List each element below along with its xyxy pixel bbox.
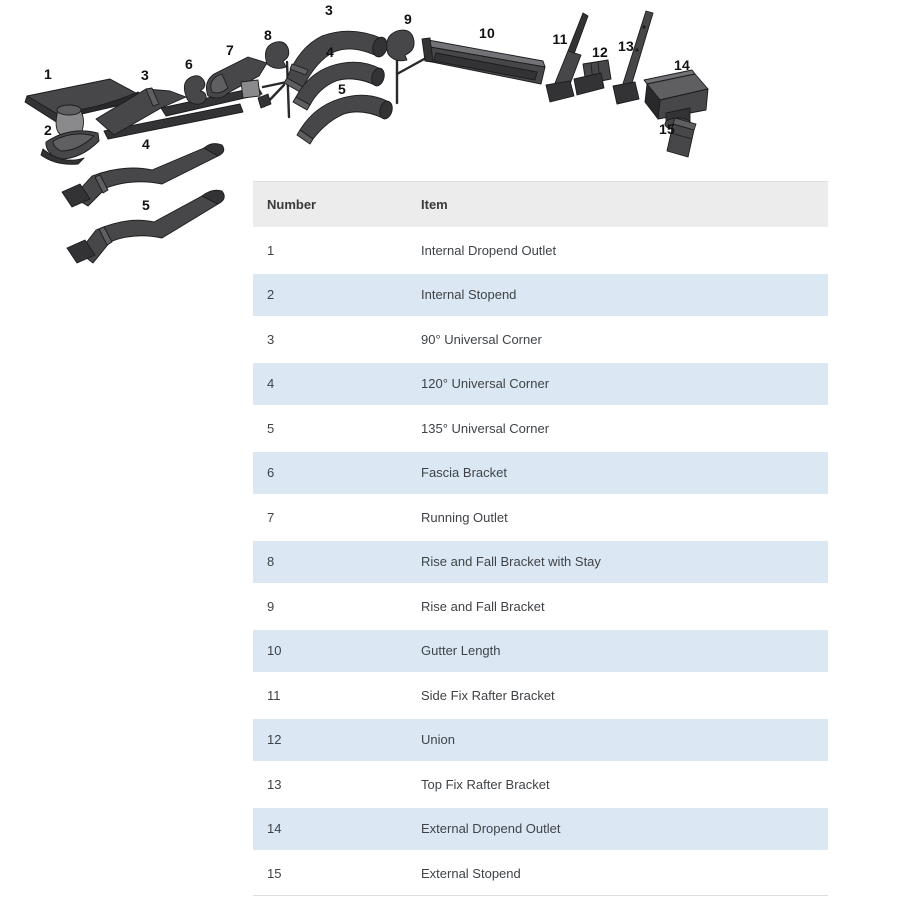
table-row bbox=[253, 406, 828, 451]
item-cell: Internal Dropend Outlet bbox=[407, 228, 828, 273]
part-label-3: 3 bbox=[325, 2, 333, 18]
part-label-13: 13 bbox=[618, 38, 634, 54]
table-row bbox=[253, 362, 828, 407]
table-row bbox=[253, 584, 828, 629]
number-cell: 15 bbox=[253, 851, 407, 895]
item-cell: Side Fix Rafter Bracket bbox=[407, 673, 828, 718]
number-cell: 14 bbox=[253, 807, 407, 852]
table-row bbox=[253, 495, 828, 540]
number-cell: 6 bbox=[253, 451, 407, 496]
part-label-5: 5 bbox=[338, 81, 346, 97]
part-label-4: 4 bbox=[142, 136, 150, 152]
part-label-14: 14 bbox=[674, 57, 690, 73]
item-cell: Rise and Fall Bracket with Stay bbox=[407, 540, 828, 585]
item-cell: Internal Stopend bbox=[407, 273, 828, 318]
table-row bbox=[253, 851, 828, 895]
table-row bbox=[253, 273, 828, 318]
number-cell: 9 bbox=[253, 584, 407, 629]
number-cell: 7 bbox=[253, 495, 407, 540]
table-row bbox=[253, 629, 828, 674]
part-12-union-illustration bbox=[574, 60, 611, 95]
table-row bbox=[253, 673, 828, 718]
table-row bbox=[253, 718, 828, 763]
table-row bbox=[253, 228, 828, 273]
item-cell: Fascia Bracket bbox=[407, 451, 828, 496]
table-row bbox=[253, 451, 828, 496]
item-cell: 120° Universal Corner bbox=[407, 362, 828, 407]
number-cell: 3 bbox=[253, 317, 407, 362]
part-label-10: 10 bbox=[479, 25, 495, 41]
part-6-fascia-bracket-illustration bbox=[184, 76, 206, 104]
header-row bbox=[253, 182, 828, 229]
number-cell: 13 bbox=[253, 762, 407, 807]
part-label-11: 11 bbox=[552, 31, 568, 47]
part-label-1: 1 bbox=[44, 66, 52, 82]
number-cell: 8 bbox=[253, 540, 407, 585]
item-cell: Gutter Length bbox=[407, 629, 828, 674]
part-label-4: 4 bbox=[326, 44, 334, 60]
part-label-12: 12 bbox=[592, 44, 608, 60]
parts-table-body bbox=[253, 228, 828, 895]
part-label-6: 6 bbox=[185, 56, 193, 72]
part-label-15: 15 bbox=[659, 121, 675, 137]
item-cell: 135° Universal Corner bbox=[407, 406, 828, 451]
number-cell: 12 bbox=[253, 718, 407, 763]
part-10-gutter-length-illustration bbox=[422, 38, 545, 84]
part-label-7: 7 bbox=[226, 42, 234, 58]
part-label-9: 9 bbox=[404, 11, 412, 27]
number-cell: 1 bbox=[253, 228, 407, 273]
part-label-2: 2 bbox=[44, 122, 52, 138]
table-row bbox=[253, 540, 828, 585]
parts-table bbox=[253, 181, 828, 896]
part-label-8: 8 bbox=[264, 27, 272, 43]
number-cell: 5 bbox=[253, 406, 407, 451]
item-cell: External Stopend bbox=[407, 851, 828, 895]
item-cell: Union bbox=[407, 718, 828, 763]
table-row bbox=[253, 762, 828, 807]
item-cell: External Dropend Outlet bbox=[407, 807, 828, 852]
number-cell: 4 bbox=[253, 362, 407, 407]
part-label-3: 3 bbox=[141, 67, 149, 83]
item-cell: 90° Universal Corner bbox=[407, 317, 828, 362]
number-column-header: Number bbox=[253, 182, 407, 229]
number-cell: 2 bbox=[253, 273, 407, 318]
part-9-rise-and-fall-bracket-illustration bbox=[387, 30, 426, 103]
part-label-5: 5 bbox=[142, 197, 150, 213]
number-cell: 11 bbox=[253, 673, 407, 718]
parts-table-header bbox=[253, 182, 828, 229]
item-column-header: Item bbox=[407, 182, 828, 229]
item-cell: Running Outlet bbox=[407, 495, 828, 540]
table-row bbox=[253, 807, 828, 852]
table-row bbox=[253, 317, 828, 362]
number-cell: 10 bbox=[253, 629, 407, 674]
item-cell: Rise and Fall Bracket bbox=[407, 584, 828, 629]
item-cell: Top Fix Rafter Bracket bbox=[407, 762, 828, 807]
